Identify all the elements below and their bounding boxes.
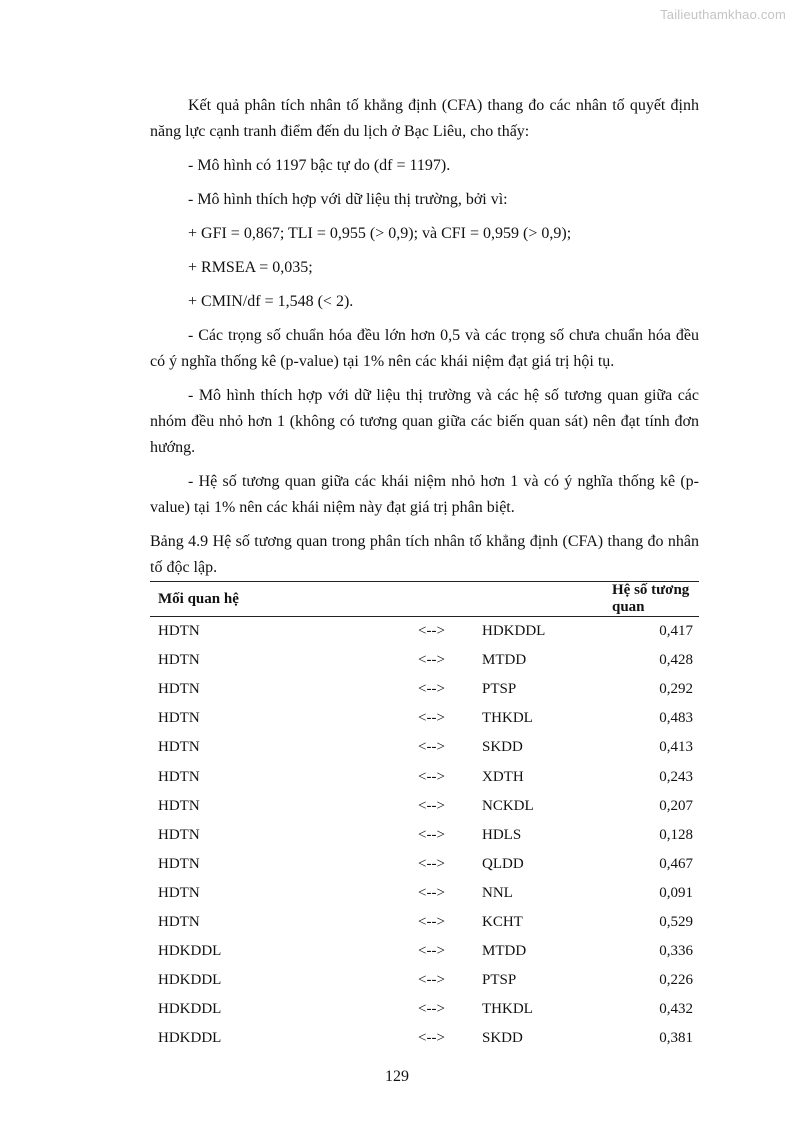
table-row bbox=[150, 1024, 699, 1053]
cell-coefficient: 0,417 bbox=[659, 623, 693, 640]
cell-coefficient: 0,483 bbox=[659, 710, 693, 727]
table-row bbox=[150, 704, 699, 733]
paragraph-convergent: - Các trọng số chuẩn hóa đều lớn hơn 0,5 và các trọng số chưa chuẩn hóa đều có ý nghĩa thống kê (p-value) tại 1% nên các khái niệm đạt giá trị hội tụ. bbox=[150, 327, 699, 370]
cell-coefficient: 0,428 bbox=[659, 652, 693, 669]
document-body bbox=[150, 93, 699, 1053]
cell-arrow: <--> bbox=[418, 768, 445, 785]
cell-factor-b: THKDL bbox=[482, 1001, 533, 1018]
cell-factor-a: HDTN bbox=[158, 884, 200, 901]
cell-factor-a: HDTN bbox=[158, 768, 200, 785]
paragraph-df: - Mô hình có 1197 bậc tự do (df = 1197). bbox=[188, 157, 451, 174]
cell-factor-b: XDTH bbox=[482, 768, 524, 785]
correlation-table bbox=[150, 581, 699, 1053]
cell-arrow: <--> bbox=[418, 797, 445, 814]
table-row bbox=[150, 617, 699, 647]
cell-factor-b: KCHT bbox=[482, 913, 523, 930]
table-row bbox=[150, 995, 699, 1024]
header-relation: Mối quan hệ bbox=[150, 582, 418, 617]
cell-factor-b: HDLS bbox=[482, 826, 522, 843]
paragraph-cmin: + CMIN/df = 1,548 (< 2). bbox=[188, 293, 354, 310]
cell-factor-b: THKDL bbox=[482, 710, 533, 727]
cell-coefficient: 0,226 bbox=[659, 972, 693, 989]
cell-coefficient: 0,207 bbox=[659, 797, 693, 814]
cell-coefficient: 0,432 bbox=[659, 1001, 693, 1018]
table-row bbox=[150, 675, 699, 704]
table-row bbox=[150, 850, 699, 879]
table-row bbox=[150, 762, 699, 791]
cell-factor-b: PTSP bbox=[482, 681, 517, 698]
table-body bbox=[150, 617, 699, 1054]
table-row bbox=[150, 792, 699, 821]
cell-arrow: <--> bbox=[418, 972, 445, 989]
table-caption: Bảng 4.9 Hệ số tương quan trong phân tích nhân tố khẳng định (CFA) thang đo nhân tố độc lập. bbox=[150, 533, 699, 576]
cell-factor-a: HDTN bbox=[158, 826, 200, 843]
cell-factor-a: HDTN bbox=[158, 710, 200, 727]
cell-factor-b: PTSP bbox=[482, 972, 517, 989]
header-blank-1 bbox=[418, 582, 482, 617]
watermark: Tailieuthamkhao.com bbox=[660, 7, 786, 22]
table-row bbox=[150, 733, 699, 762]
cell-coefficient: 0,381 bbox=[659, 1030, 693, 1047]
cell-factor-a: HDTN bbox=[158, 652, 200, 669]
cell-factor-a: HDTN bbox=[158, 681, 200, 698]
cell-factor-a: HDKDDL bbox=[158, 972, 222, 989]
page-number: 129 bbox=[385, 1068, 409, 1085]
paragraph-rmsea: + RMSEA = 0,035; bbox=[188, 259, 313, 276]
cell-arrow: <--> bbox=[418, 1001, 445, 1018]
cell-factor-b: MTDD bbox=[482, 652, 527, 669]
cell-factor-a: HDKDDL bbox=[158, 1001, 222, 1018]
table-row bbox=[150, 937, 699, 966]
cell-arrow: <--> bbox=[418, 623, 445, 640]
cell-coefficient: 0,091 bbox=[659, 884, 693, 901]
cell-coefficient: 0,467 bbox=[659, 855, 693, 872]
paragraph-unidimensional: - Mô hình thích hợp với dữ liệu thị trường và các hệ số tương quan giữa các nhóm đều nhỏ hơn 1 (không có tương quan giữa các biến quan sát) nên đạt tính đơn hướng. bbox=[150, 387, 699, 456]
cell-coefficient: 0,413 bbox=[659, 739, 693, 756]
cell-factor-b: SKDD bbox=[482, 739, 523, 756]
paragraph-intro: Kết quả phân tích nhân tố khẳng định (CFA) thang đo các nhân tố quyết định năng lực cạnh tranh điểm đến du lịch ở Bạc Liêu, cho thấy: bbox=[150, 97, 699, 140]
cell-coefficient: 0,128 bbox=[659, 826, 693, 843]
table-row bbox=[150, 908, 699, 937]
cell-coefficient: 0,529 bbox=[659, 913, 693, 930]
paragraph-discriminant: - Hệ số tương quan giữa các khái niệm nhỏ hơn 1 và có ý nghĩa thống kê (p-value) tại 1% nên các khái niệm này đạt giá trị phân biệt. bbox=[150, 473, 699, 516]
cell-arrow: <--> bbox=[418, 739, 445, 756]
paragraph-fit: - Mô hình thích hợp với dữ liệu thị trường, bởi vì: bbox=[188, 191, 508, 208]
cell-arrow: <--> bbox=[418, 826, 445, 843]
cell-factor-a: HDKDDL bbox=[158, 1030, 222, 1047]
cell-factor-a: HDTN bbox=[158, 913, 200, 930]
cell-factor-a: HDKDDL bbox=[158, 943, 222, 960]
cell-factor-a: HDTN bbox=[158, 739, 200, 756]
cell-factor-b: QLDD bbox=[482, 855, 524, 872]
table-row bbox=[150, 821, 699, 850]
cell-factor-b: HDKDDL bbox=[482, 623, 546, 640]
cell-arrow: <--> bbox=[418, 681, 445, 698]
cell-factor-a: HDTN bbox=[158, 623, 200, 640]
cell-arrow: <--> bbox=[418, 652, 445, 669]
cell-factor-a: HDTN bbox=[158, 797, 200, 814]
cell-coefficient: 0,292 bbox=[659, 681, 693, 698]
cell-arrow: <--> bbox=[418, 884, 445, 901]
cell-factor-a: HDTN bbox=[158, 855, 200, 872]
cell-arrow: <--> bbox=[418, 855, 445, 872]
cell-coefficient: 0,243 bbox=[659, 768, 693, 785]
cell-arrow: <--> bbox=[418, 1030, 445, 1047]
cell-arrow: <--> bbox=[418, 943, 445, 960]
cell-arrow: <--> bbox=[418, 913, 445, 930]
header-blank-2 bbox=[482, 582, 612, 617]
table-row bbox=[150, 879, 699, 908]
cell-arrow: <--> bbox=[418, 710, 445, 727]
cell-coefficient: 0,336 bbox=[659, 943, 693, 960]
cell-factor-b: NCKDL bbox=[482, 797, 534, 814]
cell-factor-b: NNL bbox=[482, 884, 513, 901]
table-row bbox=[150, 966, 699, 995]
cell-factor-b: SKDD bbox=[482, 1030, 523, 1047]
paragraph-gfi: + GFI = 0,867; TLI = 0,955 (> 0,9); và CFI = 0,959 (> 0,9); bbox=[188, 225, 572, 242]
header-coefficient: Hệ số tương quan bbox=[612, 582, 699, 617]
table-header-row bbox=[150, 582, 699, 617]
cell-factor-b: MTDD bbox=[482, 943, 527, 960]
table-row bbox=[150, 646, 699, 675]
